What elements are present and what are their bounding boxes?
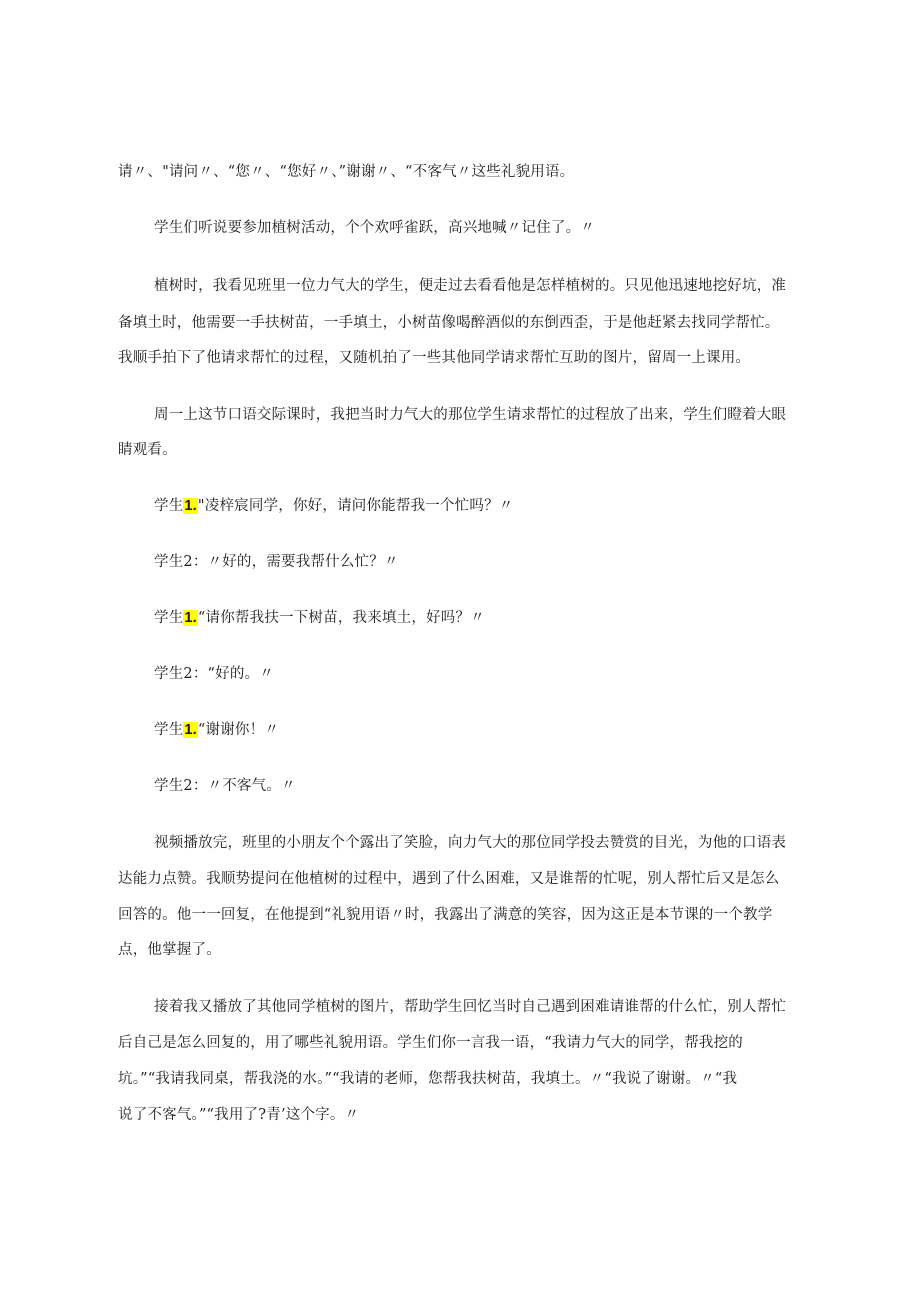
text-line: 备填土时，他需要一手扶树苗，一手填土，小树苗像喝醉酒似的东倒西歪，于是他赶紧去找同学帮忙。 xyxy=(118,315,780,331)
text-line: 后自己是怎么回复的，用了哪些礼貌用语。学生们你一言我一语，“我请力气大的同学，帮我挖的 xyxy=(118,1035,744,1051)
dialogue-line xyxy=(154,664,274,684)
text-line: 坑。”“我请我同桌，帮我浇的水。”“我请的老师，您帮我扶树苗，我填土。〃“我说了谢谢。〃“我 xyxy=(118,1071,738,1087)
text-line: 周一上这节口语交际课时，我把当时力气大的那位学生请求帮忙的过程放了出来，学生们瞪着大眼 xyxy=(154,407,787,423)
dialogue-text: “谢谢你！〃 xyxy=(197,722,280,738)
text-line: 点，他掌握了。 xyxy=(118,942,221,958)
dialogue-line xyxy=(154,608,485,628)
highlighted-number: 1. xyxy=(184,498,197,514)
dialogue-line xyxy=(154,552,399,572)
text-line: 学生们听说要参加植树活动，个个欢呼雀跃，高兴地喊〃记住了。〃 xyxy=(154,220,595,236)
dialogue-speaker: 学生2： xyxy=(154,666,208,682)
dialogue-text: 〃好的，需要我帮什么忙？〃 xyxy=(207,554,399,570)
dialogue-speaker: 学生 xyxy=(154,610,184,626)
text-line: 视频播放完，班里的小朋友个个露出了笑脸，向力气大的那位同学投去赞赏的目光，为他的口语表 xyxy=(154,835,787,851)
text-line: 接着我又播放了其他同学植树的图片，帮助学生回忆当时自己遇到困难请谁帮的什么忙，别人帮忙 xyxy=(154,999,787,1015)
dialogue-speaker: 学生2： xyxy=(154,778,208,794)
dialogue-line xyxy=(154,496,513,516)
dialogue-text: “好的。〃 xyxy=(207,666,274,682)
dialogue-line xyxy=(154,776,296,796)
dialogue-speaker: 学生2： xyxy=(154,554,208,570)
text-line: 回答的。他一一回复，在他提到“礼貌用语〃时，我露出了满意的笑容，因为这正是本节课的一个教学 xyxy=(118,907,773,923)
dialogue-text: “请你帮我扶一下树苗，我来填土，好吗？〃 xyxy=(197,610,485,626)
dialogue-text: 〃不客气。〃 xyxy=(207,778,296,794)
text-line: 说了不客气。”“我用了?青’这个字。〃 xyxy=(118,1107,360,1123)
dialogue-speaker: 学生 xyxy=(154,722,184,738)
text-line: 我顺手拍下了他请求帮忙的过程，又随机拍了一些其他同学请求帮忙互助的图片，留周一上课用。 xyxy=(118,350,751,366)
text-line: 植树时，我看见班里一位力气大的学生，便走过去看看他是怎样植树的。只见他迅速地挖好坑，准 xyxy=(154,278,787,294)
dialogue-text: "凌梓宸同学，你好，请问你能帮我一个忙吗？〃 xyxy=(197,498,514,514)
dialogue-speaker: 学生 xyxy=(154,498,184,514)
highlighted-number: 1. xyxy=(184,722,197,738)
text-line: 请〃、"请问〃、“您〃、“您好〃、”谢谢〃、“不客气〃这些礼貌用语。 xyxy=(118,164,575,180)
highlighted-number: 1. xyxy=(184,610,197,626)
dialogue-line xyxy=(154,720,279,740)
text-line: 达能力点赞。我顺势提问在他植树的过程中，遇到了什么困难，又是谁帮的忙呢，别人帮忙后又是怎么 xyxy=(118,871,780,887)
text-line: 睛观看。 xyxy=(118,442,177,458)
